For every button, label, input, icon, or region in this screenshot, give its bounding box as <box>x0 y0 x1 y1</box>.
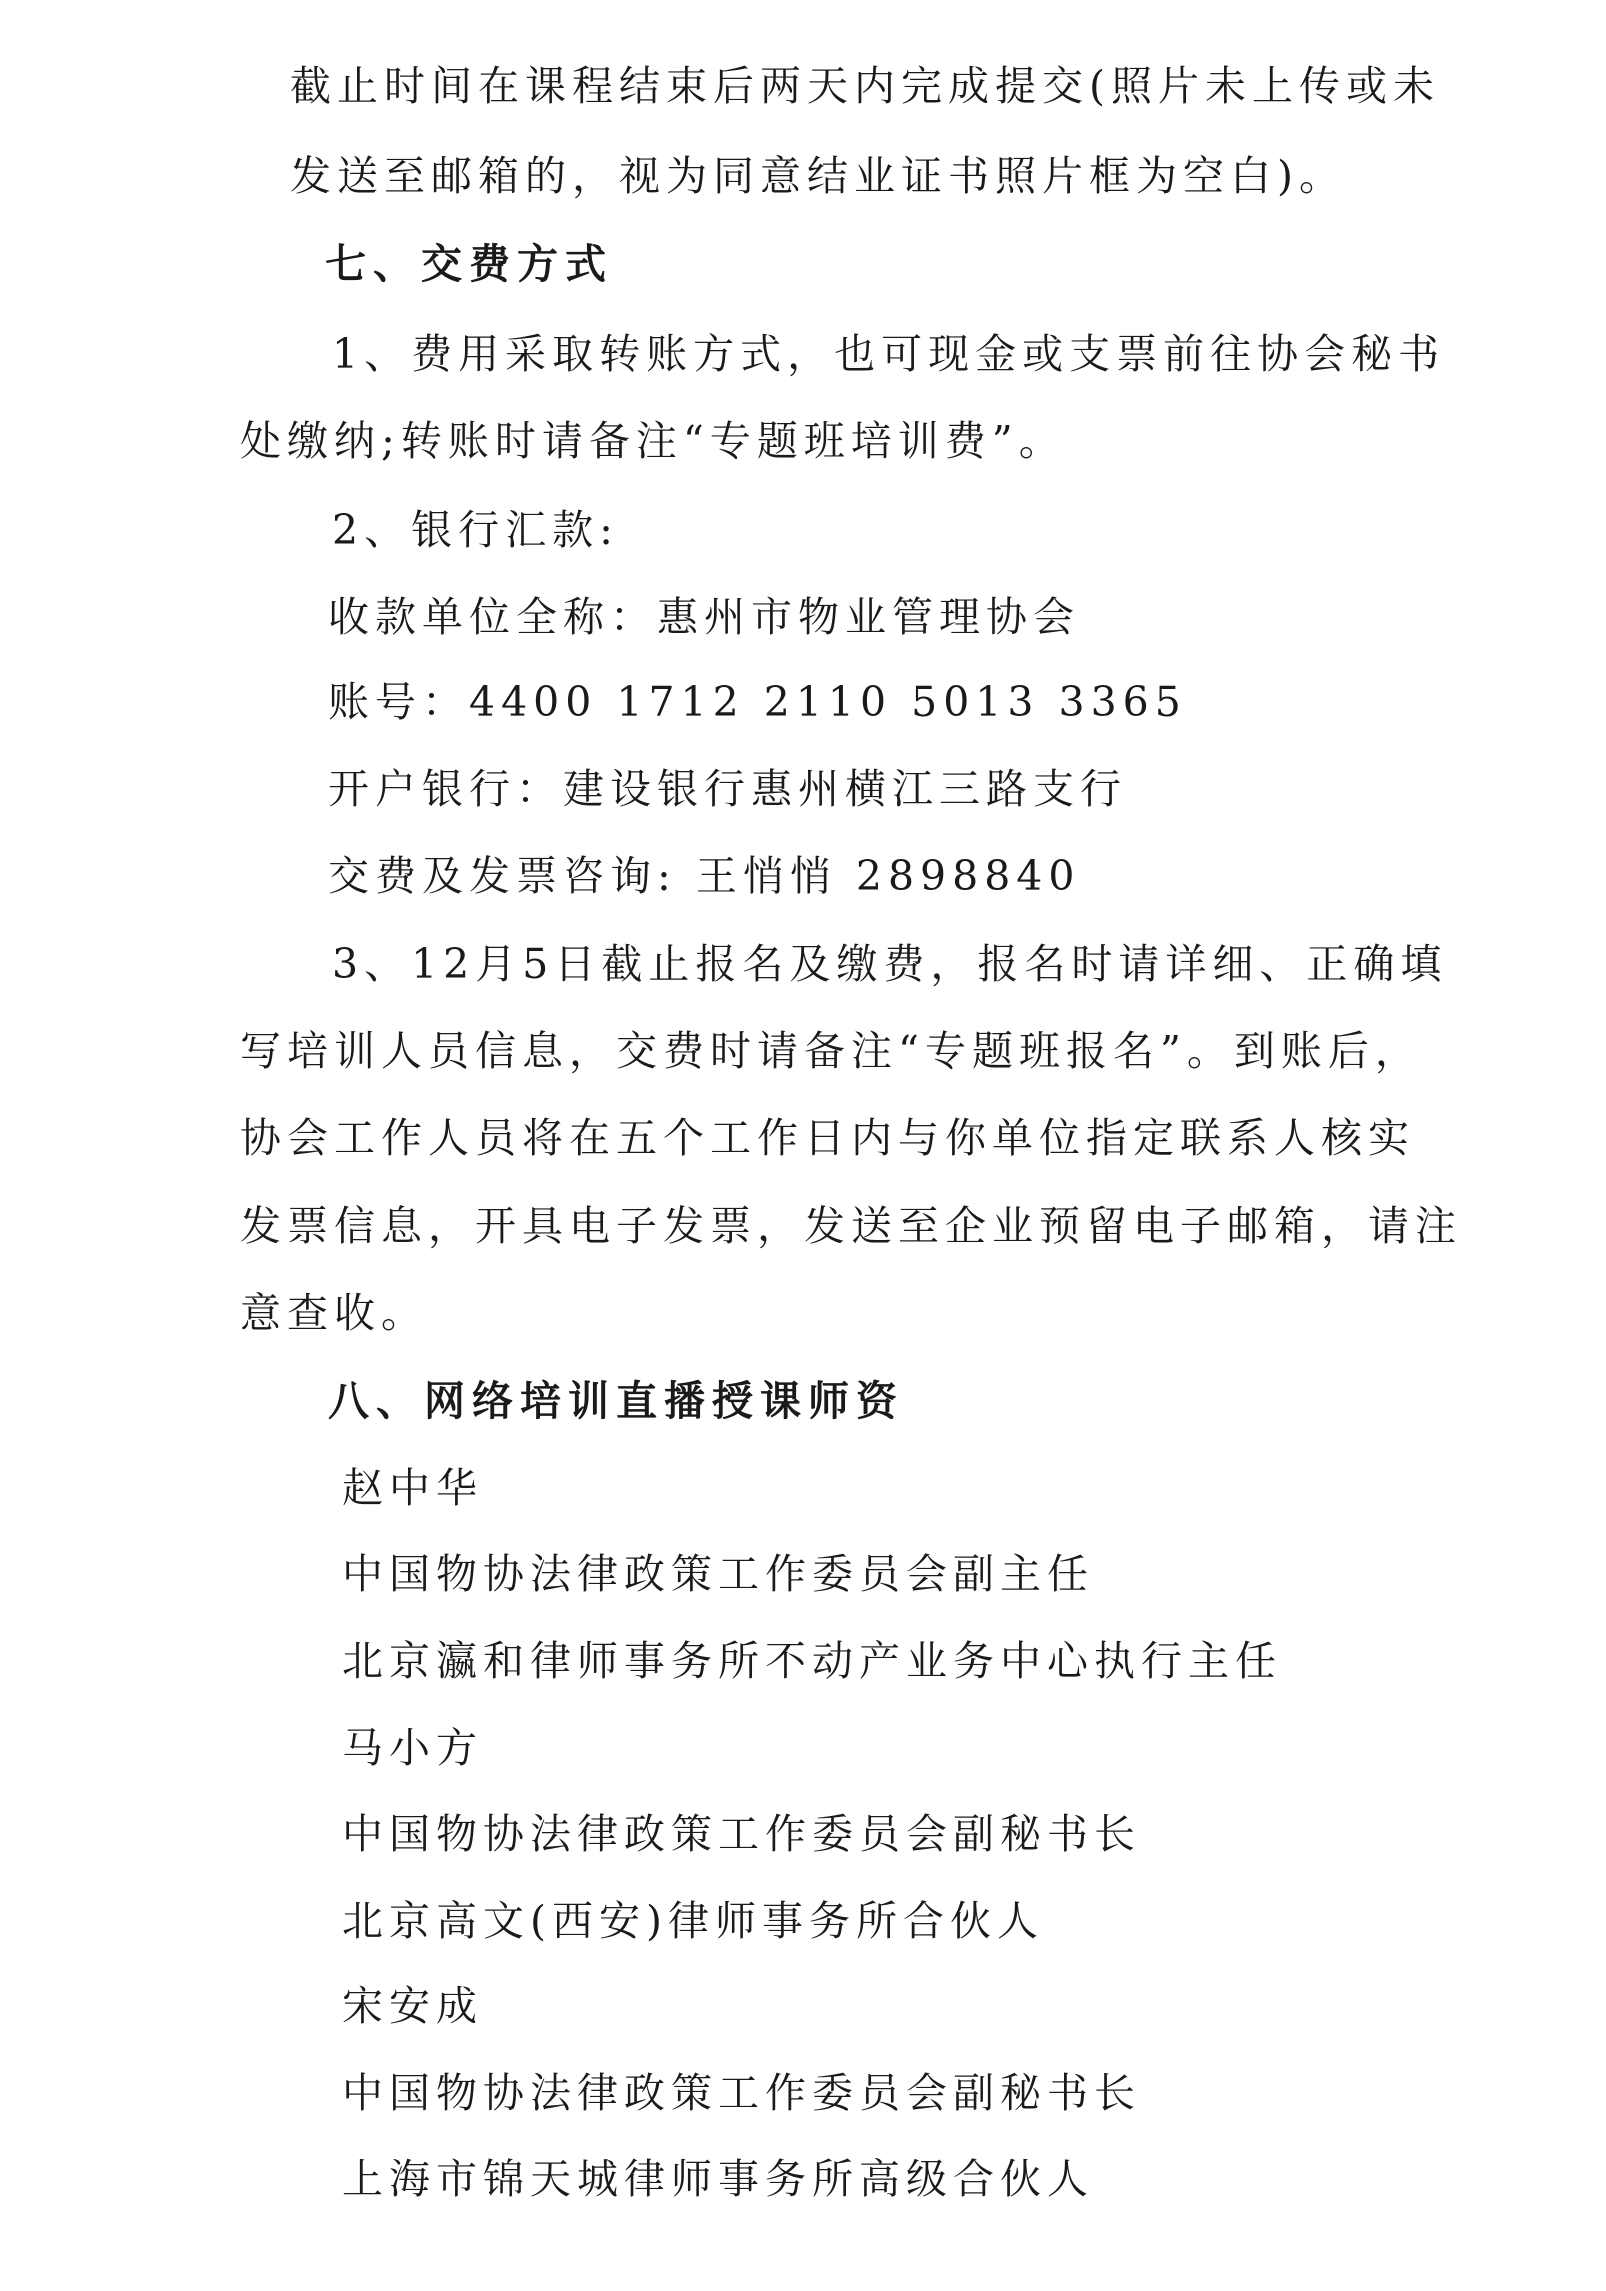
paragraph-line: 1、费用采取转账方式，也可现金或支票前往协会秘书 <box>332 330 1446 378</box>
paragraph-line: 处缴纳;转账时请备注“专题班培训费”。 <box>240 417 1066 465</box>
instructor-title: 中国物协法律政策工作委员会副秘书长 <box>342 1810 1141 1858</box>
instructor-title: 中国物协法律政策工作委员会副秘书长 <box>342 2069 1141 2117</box>
paragraph-line: 意查收。 <box>240 1289 428 1337</box>
instructor-title: 北京高文(西安)律师事务所合伙人 <box>342 1897 1044 1945</box>
paragraph-line: 协会工作人员将在五个工作日内与你单位指定联系人核实 <box>240 1114 1415 1162</box>
paragraph-line: 2、银行汇款: <box>332 506 619 554</box>
instructor-name: 马小方 <box>342 1724 483 1772</box>
invoice-contact: 交费及发票咨询: 王悄悄 2898840 <box>328 852 1081 900</box>
paragraph-line: 发票信息，开具电子发票，发送至企业预留电子邮箱，请注 <box>240 1202 1462 1250</box>
section-heading-instructors: 八、网络培训直播授课师资 <box>328 1377 904 1425</box>
paragraph-line: 截止时间在课程结束后两天内完成提交(照片未上传或未 <box>290 62 1440 110</box>
instructor-name: 赵中华 <box>342 1464 483 1512</box>
payee-name: 收款单位全称：惠州市物业管理协会 <box>328 593 1080 641</box>
paragraph-line: 发送至邮箱的，视为同意结业证书照片框为空白)。 <box>290 152 1346 200</box>
paragraph-line: 3、12月5日截止报名及缴费，报名时请详细、正确填 <box>332 940 1448 988</box>
paragraph-line: 写培训人员信息，交费时请备注“专题班报名”。到账后， <box>240 1027 1422 1075</box>
account-number: 账号：4400 1712 2110 5013 3365 <box>328 678 1187 726</box>
instructor-title: 上海市锦天城律师事务所高级合伙人 <box>342 2155 1094 2203</box>
instructor-name: 宋安成 <box>342 1982 483 2030</box>
instructor-title: 中国物协法律政策工作委员会副主任 <box>342 1550 1094 1598</box>
instructor-title: 北京瀛和律师事务所不动产业务中心执行主任 <box>342 1637 1282 1685</box>
bank-name: 开户银行：建设银行惠州横江三路支行 <box>328 765 1127 813</box>
section-heading-payment: 七、交费方式 <box>325 240 613 288</box>
